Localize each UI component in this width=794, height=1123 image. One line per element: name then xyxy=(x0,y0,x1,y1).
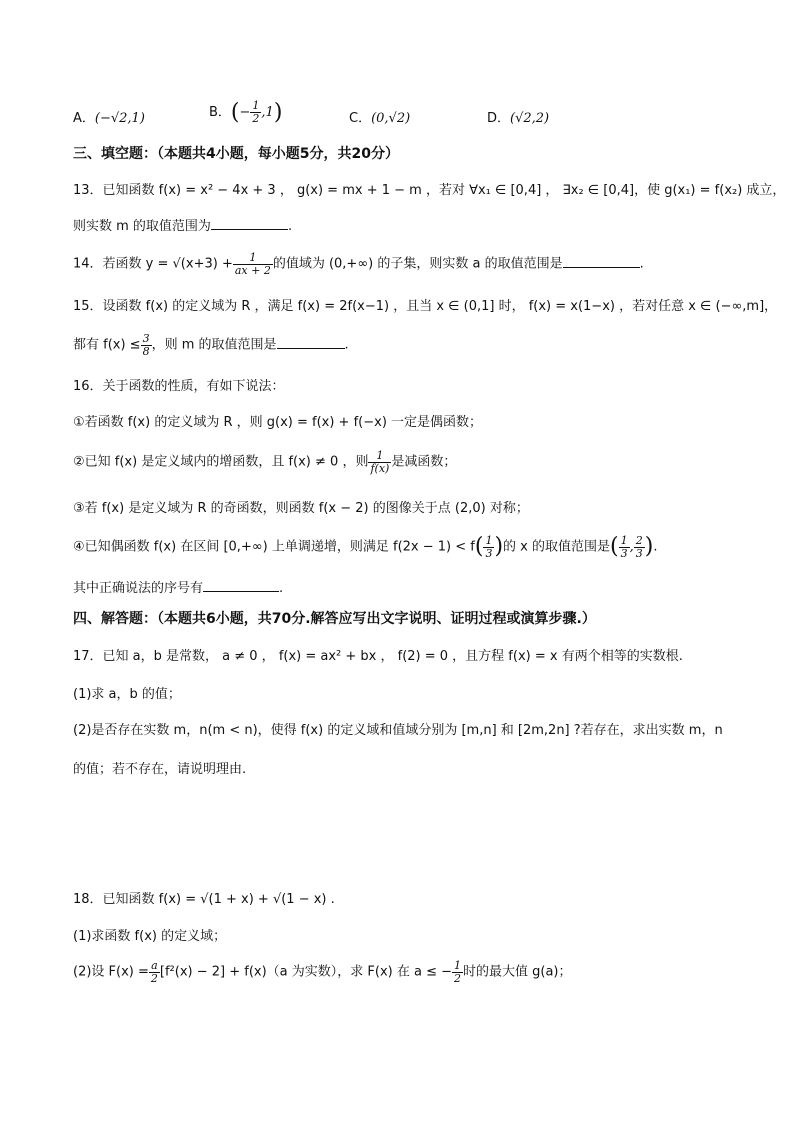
q16-statement-4: ④已知偶函数 f(x) 在区间 [0,+∞) 上单调递增，则满足 f(2x − 1) < f( $\frac{1}{3}$ )的 x 的取值范围是( $\frac{1}{3}$ , $\frac{2}{3}$ ). xyxy=(73,534,658,560)
option-d-value: (√2,2) xyxy=(510,111,550,126)
q16-s2-fraction: $\frac{1}{f(x)}$ xyxy=(370,449,390,475)
q14-line: 14．若函数 y = √(x+3) + $\frac{1}{ax + 2}$ 的值域为 (0,+∞) 的子集，则实数 a 的取值范围是 . xyxy=(73,251,644,277)
option-a xyxy=(73,107,145,126)
q16-intro: 16．关于函数的性质，有如下说法： xyxy=(73,379,285,394)
q16-answer-blank[interactable] xyxy=(203,591,279,592)
q16-end: 其中正确说法的序号有 . xyxy=(73,581,284,596)
q13-answer-blank[interactable] xyxy=(211,229,288,230)
q16-s4-fraction: $\frac{1}{3}$ xyxy=(485,534,493,560)
option-c-value: (0,√2) xyxy=(371,111,411,126)
q15-line1: 15．设函数 f(x) 的定义域为 R ，满足 f(x) = 2f(x−1) ，且当 x ∈ (0,1] 时， f(x) = x(1−x) ，若对任意 x ∈ (−∞,m]， xyxy=(73,299,778,314)
q16-s4-range-low: $\frac{1}{3}$ xyxy=(620,534,628,560)
q15-answer-blank[interactable] xyxy=(277,348,345,349)
q13-line2: 则实数 m 的取值范围为 . xyxy=(73,219,293,234)
q18-part-1: (1)求函数 f(x) 的定义域； xyxy=(73,929,227,944)
q17-stem: 17．已知 a，b 是常数， a ≠ 0 ， f(x) = ax² + bx ， f(2) = 0 ，且方程 f(x) = x 有两个相等的实数根. xyxy=(73,649,683,664)
q16-statement-1: ①若函数 f(x) 的定义域为 R ，则 g(x) = f(x) + f(−x) 一定是偶函数； xyxy=(73,415,483,430)
option-b-fraction: $\frac{1}{2}$ xyxy=(252,99,260,125)
option-a-label: A． xyxy=(73,111,95,126)
option-a-value: (−√2,1) xyxy=(94,111,145,126)
option-b: B．(− $\frac{1}{2}$ ,1) xyxy=(209,99,283,125)
q16-s4-range-high: $\frac{2}{3}$ xyxy=(635,534,643,560)
q14-answer-blank[interactable] xyxy=(563,267,640,268)
q18-stem: 18．已知函数 f(x) = √(1 + x) + √(1 − x) . xyxy=(73,892,335,907)
option-d-label: D． xyxy=(487,111,511,126)
section-3-title: 三、填空题：（本题共4小题，每小题5分，共20分） xyxy=(73,146,399,162)
q15-fraction: $\frac{3}{8}$ xyxy=(142,332,150,358)
q16-statement-2: ②已知 f(x) 是定义域内的增函数，且 f(x) ≠ 0 ，则 $\frac{1}{f(x)}$ 是减函数； xyxy=(73,449,457,475)
q17-part-1: (1)求 a，b 的值； xyxy=(73,687,181,702)
q17-part-2a: (2)是否存在实数 m，n(m < n)，使得 f(x) 的定义域和值域分别为 [m,n] 和 [2m,2n] ?若存在，求出实数 m，n xyxy=(73,723,723,738)
q16-statement-3: ③若 f(x) 是定义域为 R 的奇函数，则函数 f(x − 2) 的图像关于点 (2,0) 对称； xyxy=(73,501,529,516)
q18-fraction-a: $\frac{a}{2}$ xyxy=(150,959,158,985)
option-b-label: B． xyxy=(209,105,231,120)
option-d xyxy=(487,107,549,126)
q13-line1: 13．已知函数 f(x) = x² − 4x + 3 ， g(x) = mx + 1 − m ，若对 ∀x₁ ∈ [0,4] ， ∃x₂ ∈ [0,4]，使 g(x₁) = f(x₂) 成立， xyxy=(73,183,786,198)
q17-part-2b: 的值；若不存在，请说明理由. xyxy=(73,762,247,777)
q18-fraction-half: $\frac{1}{2}$ xyxy=(454,959,461,985)
section-4-title: 四、解答题：（本题共6小题，共70分.解答应写出文字说明、证明过程或演算步骤.） xyxy=(73,611,596,627)
q18-part-2: (2)设 F(x) = $\frac{a}{2}$ [f²(x) − 2] + f(x)（a 为实数），求 F(x) 在 a ≤ − $\frac{1}{2}$ 时的最大值 g(a)； xyxy=(73,959,572,985)
option-c-label: C． xyxy=(349,111,372,126)
option-c xyxy=(349,107,410,126)
q14-fraction: $\frac{1}{ax + 2}$ xyxy=(234,251,271,277)
q15-line2: 都有 f(x) ≤ $\frac{3}{8}$ ，则 m 的取值范围是 . xyxy=(73,332,349,358)
